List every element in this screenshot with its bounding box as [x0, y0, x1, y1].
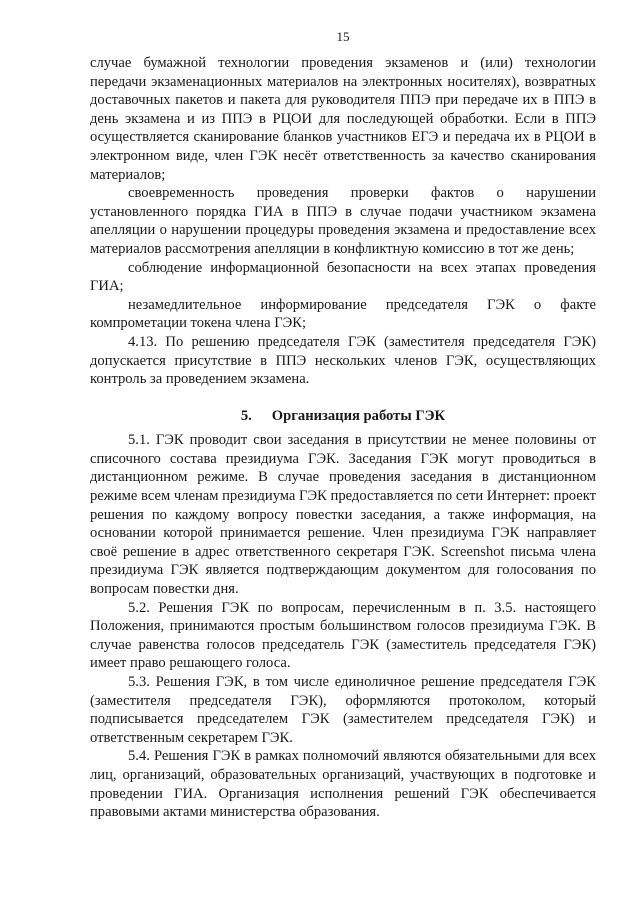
paragraph-5-2: 5.2. Решения ГЭК по вопросам, перечисленным в п. 3.5. настоящего Положения, принимаются простым большинством голосов президиума ГЭК. В случае равенства голосов председатель ГЭК (заместитель председателя ГЭК) имеет право решающего голоса.	[90, 599, 596, 672]
paragraph-timely-check: своевременность проведения проверки фактов о нарушении установленного порядка ГИА в ППЭ в случае подачи участником экзамена апелляции о нарушении процедуры проведения экзамена и предоставление всех материалов рассмотрения апелляции в конфликтную комиссию в тот же день;	[90, 185, 596, 257]
section-number: 5.	[240, 407, 252, 424]
paragraph-5-1: 5.1. ГЭК проводит свои заседания в присутствии не менее половины от списочного состава президиума ГЭК. Заседания ГЭК могут проводиться в дистанционном режиме. В случае проведения заседания в дистанционном режиме всем членам президиума ГЭК предоставляется по сети Интернет: проект решения по каждому вопросу повестки заседания, а также информация, на основании которой принимается решение. Член президиума ГЭК направляет своё решение в адрес ответственного секретаря ГЭК. Screenshot письма члена президиума ГЭК является подтверждающим документом для голосования по вопросам повестки дня.	[90, 432, 596, 598]
paragraph-info-security: соблюдение информационной безопасности на всех этапах проведения ГИА;	[90, 259, 596, 295]
page-number: 15	[336, 29, 350, 44]
section-heading	[90, 407, 596, 426]
document-page	[90, 0, 596, 905]
paragraph-4-13: 4.13. По решению председателя ГЭК (заместителя председателя ГЭК) допускается присутствие в ППЭ нескольких членов ГЭК, осуществляющих контроль за проведением экзамена.	[90, 333, 596, 388]
body-text	[90, 54, 596, 822]
paragraph-5-3: 5.3. Решения ГЭК, в том числе единоличное решение председателя ГЭК (заместителя председателя ГЭК), оформляются протоколом, который подписывается председателем ГЭК (заместителем председателя ГЭК) и ответственным секретарем ГЭК.	[90, 674, 596, 746]
section-title: Организация работы ГЭК	[271, 407, 446, 424]
paragraph-token-compromise: незамедлительное информирование председателя ГЭК о факте компрометации токена члена ГЭК;	[90, 296, 596, 332]
paragraph-continuation: случае бумажной технологии проведения экзаменов и (или) технологии передачи экзаменационных материалов на электронных носителях), возвратных доставочных пакетов и пакета для руководителя ППЭ при передаче их в ППЭ в день экзамена и из ППЭ в РЦОИ для последующей обработки. Если в ППЭ осуществляется сканирование бланков участников ЕГЭ и передача их в РЦОИ в электронном виде, член ГЭК несёт ответственность за качество сканирования материалов;	[90, 55, 596, 183]
paragraph-5-4: 5.4. Решения ГЭК в рамках полномочий являются обязательными для всех лиц, организаций, образовательных организаций, участвующих в подготовке и проведении ГИА. Организация исполнения решений ГЭК обеспечивается правовыми актами министерства образования.	[90, 748, 596, 821]
